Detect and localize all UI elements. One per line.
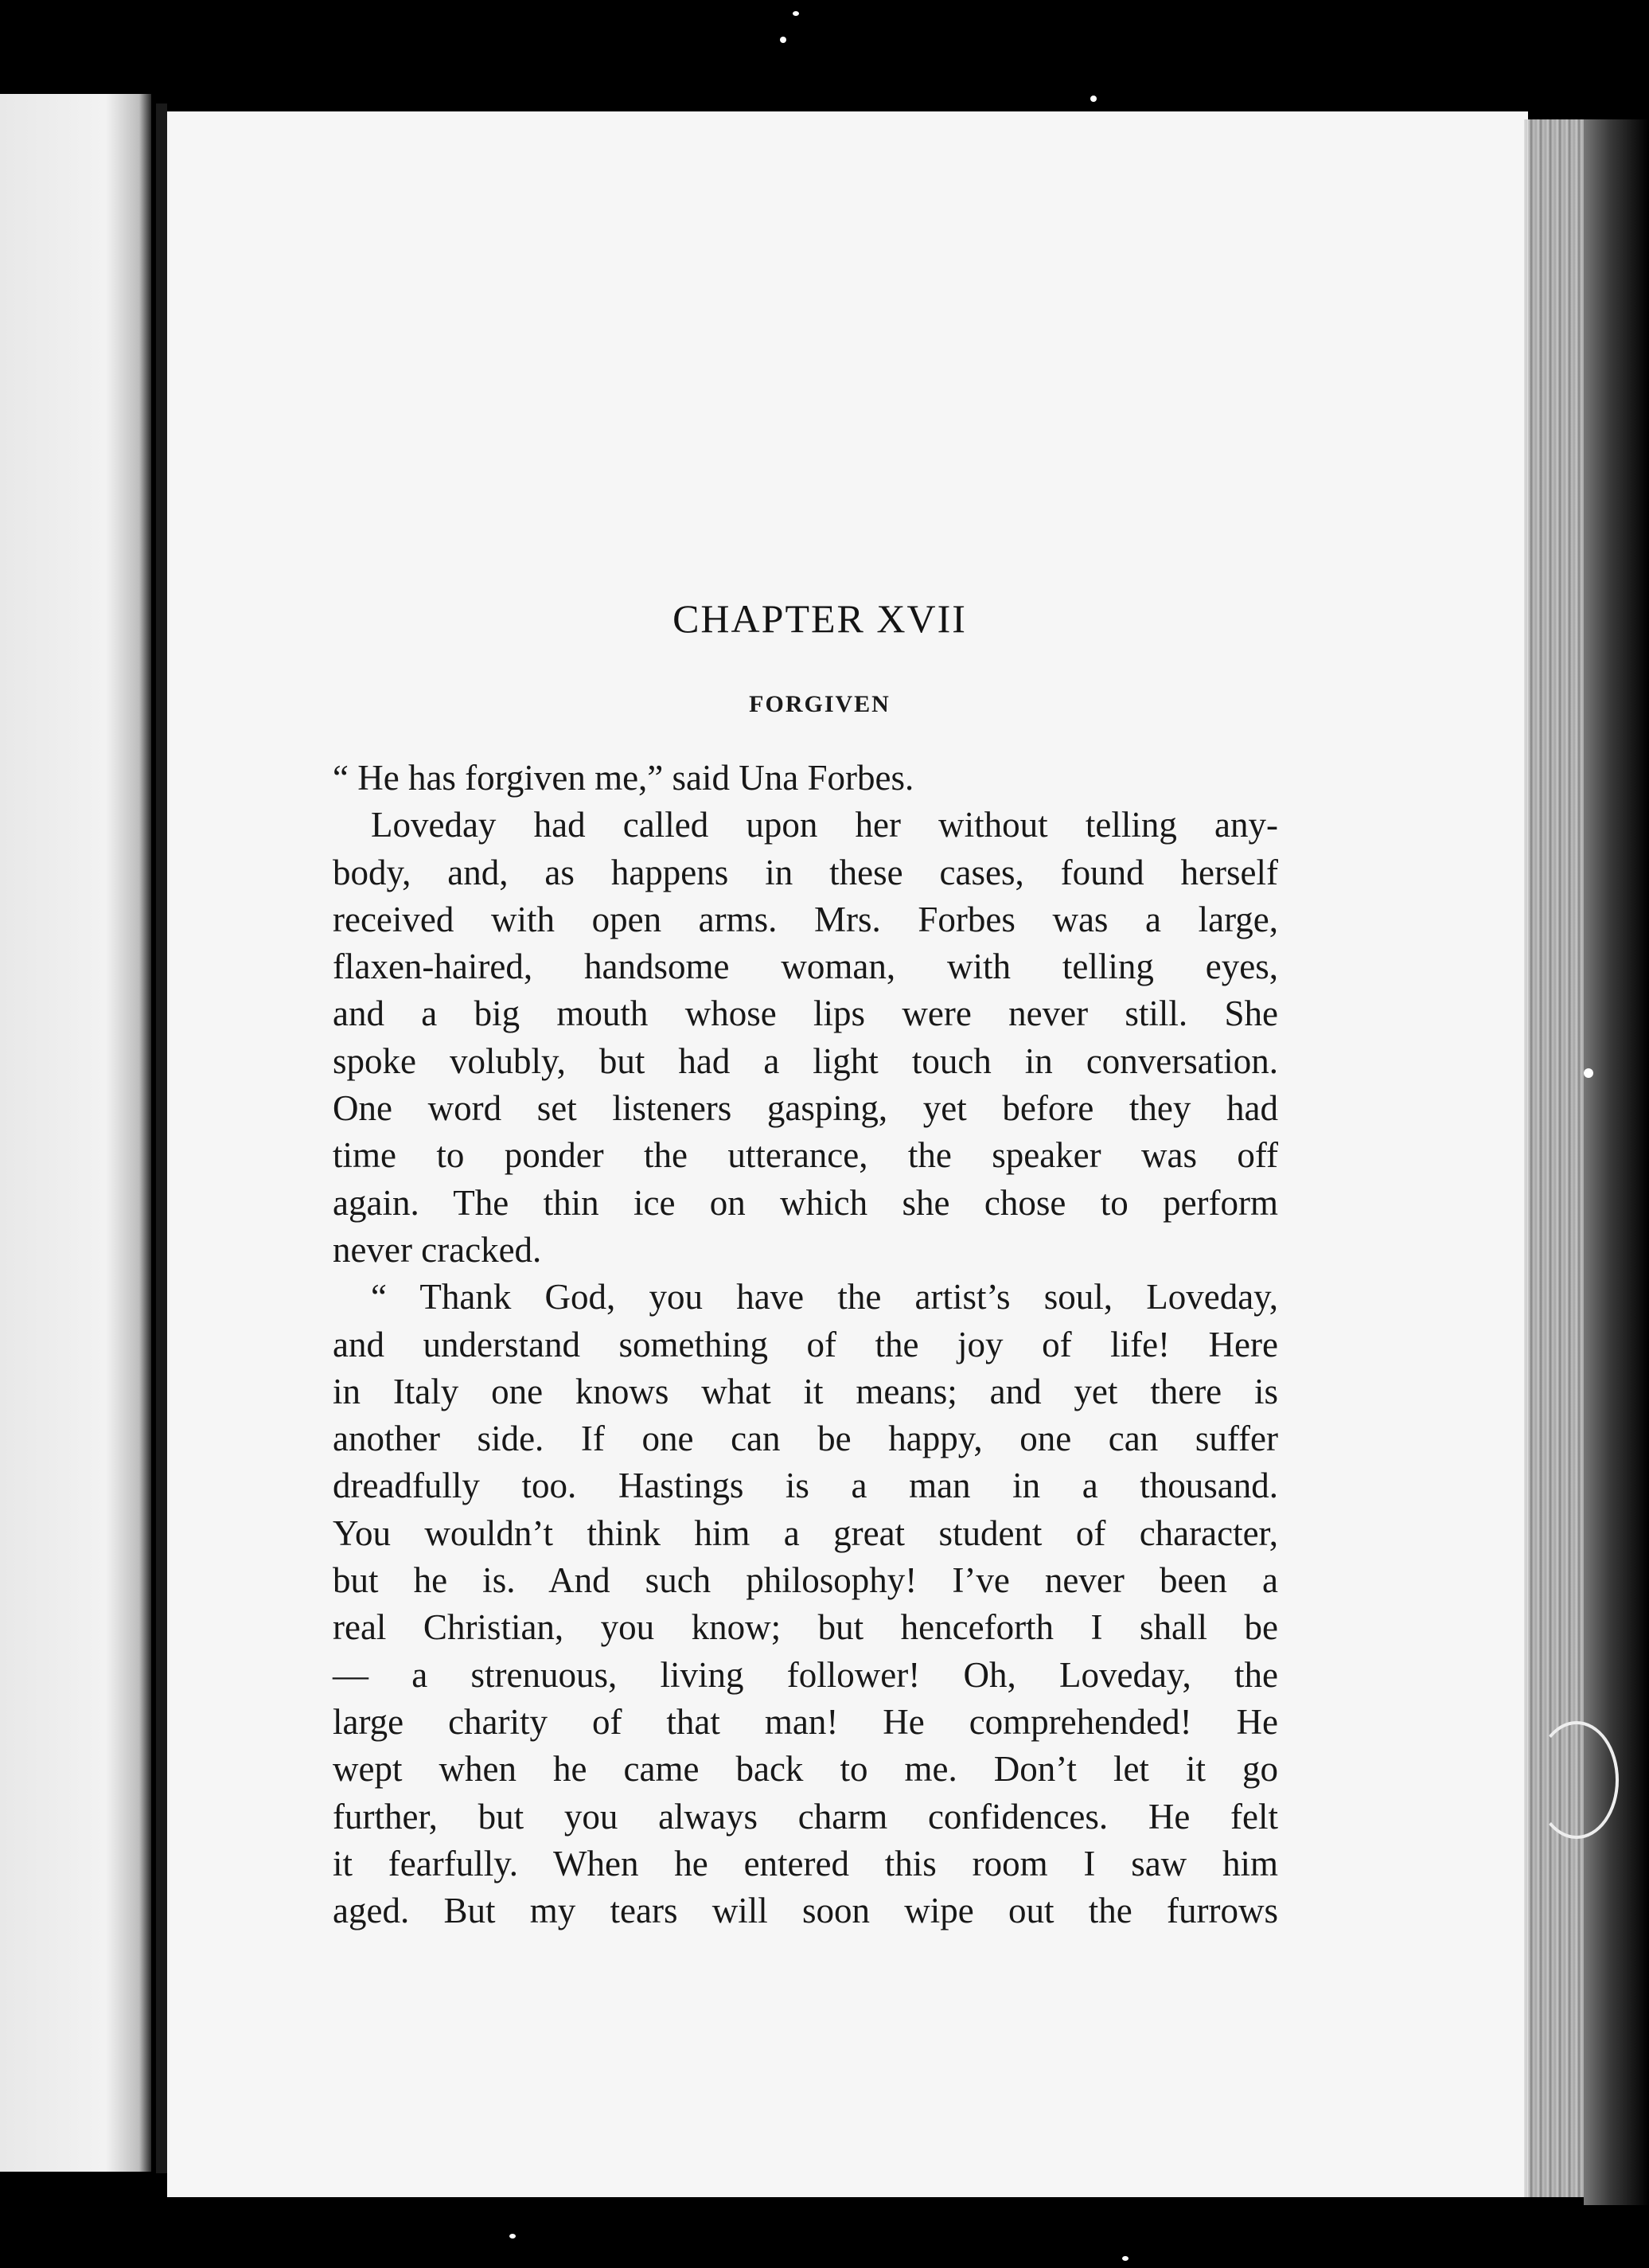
- text-line: time to ponder the utterance, the speaker was off: [333, 1135, 1278, 1176]
- chapter-title: CHAPTER XVII: [672, 596, 967, 641]
- chapter-body: [333, 755, 1278, 1934]
- text-line: it fearfully. When he entered this room I saw him: [333, 1843, 1278, 1883]
- text-line: “ Thank God, you have the artist’s soul, Loveday,: [371, 1277, 1278, 1317]
- text-line: aged. But my tears will soon wipe out the furrows: [333, 1891, 1278, 1931]
- dust-speck: [793, 11, 799, 16]
- text-line: and understand something of the joy of life! Here: [333, 1324, 1278, 1364]
- left-page-edge: [0, 94, 151, 2172]
- text-line: in Italy one knows what it means; and yet there is: [333, 1371, 1278, 1411]
- text-line: One word set listeners gasping, yet before they had: [333, 1088, 1278, 1129]
- text-line: Loveday had called upon her without telling any-: [371, 805, 1278, 845]
- text-line: flaxen-haired, handsome woman, with telling eyes,: [333, 947, 1278, 987]
- text-line: received with open arms. Mrs. Forbes was a large,: [333, 899, 1278, 939]
- text-line: You wouldn’t think him a great student of character,: [333, 1513, 1278, 1553]
- text-line: and a big mouth whose lips were never still. She: [333, 993, 1278, 1034]
- text-line: never cracked.: [333, 1229, 542, 1270]
- text-line: again. The thin ice on which she chose to perform: [333, 1182, 1278, 1223]
- text-line: large charity of that man! He comprehended! He: [333, 1701, 1278, 1742]
- text-line: but he is. And such philosophy! I’ve never been a: [333, 1560, 1278, 1601]
- text-line: wept when he came back to me. Don’t let it go: [333, 1749, 1278, 1790]
- text-line: — a strenuous, living follower! Oh, Loveday, the: [333, 1654, 1278, 1695]
- dust-speck: [1090, 96, 1097, 102]
- dust-speck: [780, 37, 786, 43]
- chapter-subtitle: FORGIVEN: [749, 691, 891, 717]
- text-line: “ He has forgiven me,” said Una Forbes.: [333, 758, 914, 798]
- gutter-shadow: [156, 103, 167, 2173]
- text-line: further, but you always charm confidences. He felt: [333, 1796, 1278, 1837]
- text-line: spoke volubly, but had a light touch in conversation.: [333, 1040, 1278, 1081]
- text-line: real Christian, you know; but henceforth I shall be: [333, 1607, 1278, 1648]
- library-stamp-mark: [1534, 1721, 1619, 1839]
- right-edge-shadow: [1584, 119, 1649, 2205]
- text-line: dreadfully too. Hastings is a man in a thousand.: [333, 1466, 1278, 1506]
- text-line: body, and, as happens in these cases, found herself: [333, 852, 1278, 892]
- dust-speck: [509, 2234, 516, 2239]
- dust-speck: [1584, 1068, 1593, 1078]
- dust-speck: [1122, 2256, 1129, 2261]
- text-line: another side. If one can be happy, one can suffer: [333, 1419, 1278, 1459]
